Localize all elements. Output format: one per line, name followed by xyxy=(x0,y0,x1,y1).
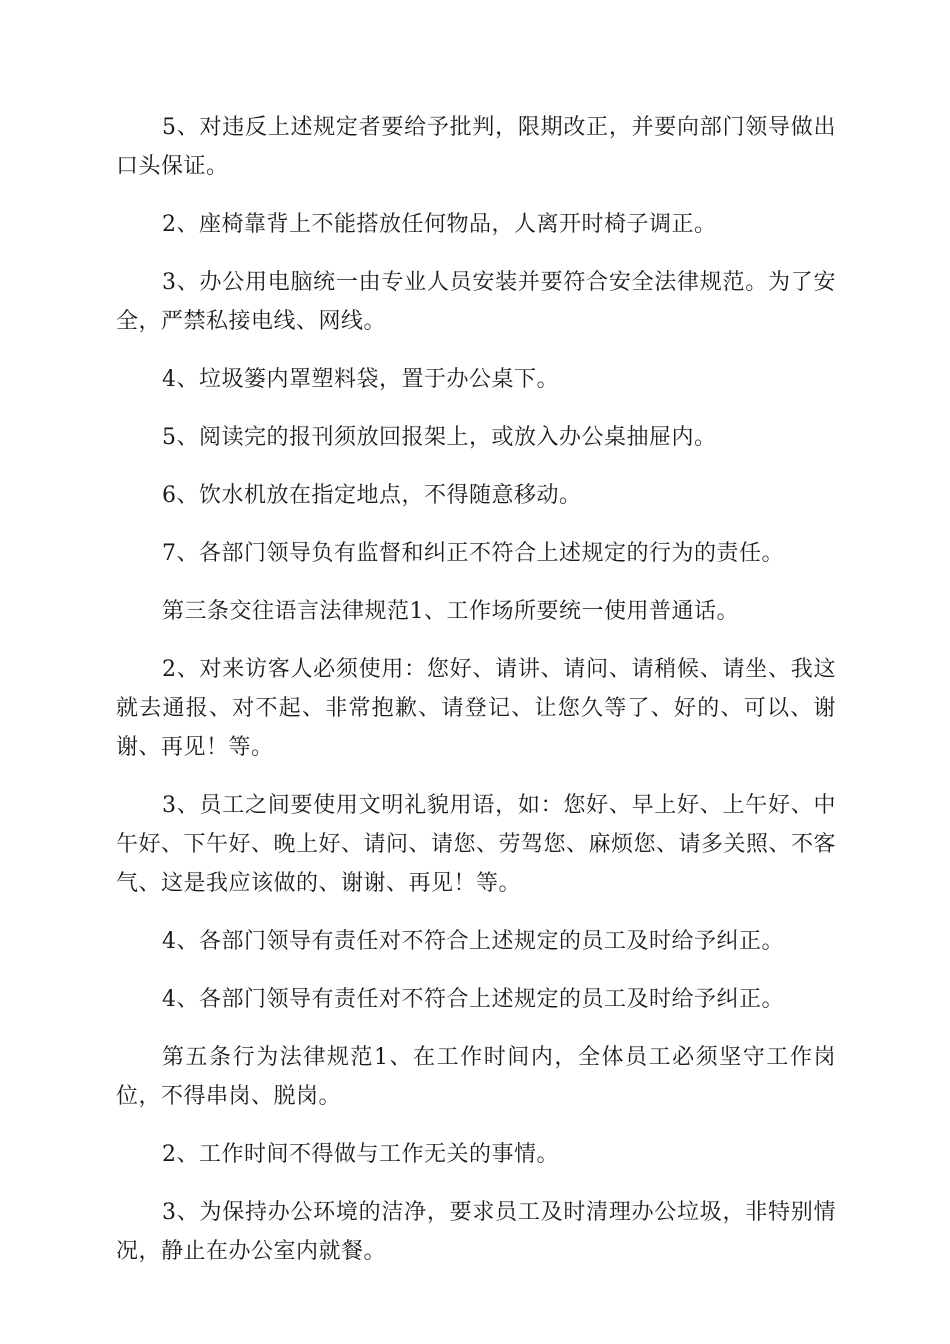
paragraph-8: 第三条交往语言法律规范1、工作场所要统一使用普通话。 xyxy=(162,599,739,624)
paragraph-4: 4、垃圾篓内罩塑料袋，置于办公桌下。 xyxy=(162,367,559,392)
paragraph-7: 7、各部门领导负有监督和纠正不符合上述规定的行为的责任。 xyxy=(162,541,784,566)
paragraph-2: 2、座椅靠背上不能搭放任何物品，人离开时椅子调正。 xyxy=(162,212,717,237)
paragraph-6: 6、饮水机放在指定地点，不得随意移动。 xyxy=(162,483,582,508)
paragraph-5: 5、阅读完的报刊须放回报架上，或放入办公桌抽屉内。 xyxy=(162,425,717,450)
document-body xyxy=(116,108,836,1290)
paragraph-13: 第五条行为法律规范1、在工作时间内，全体员工必须坚守工作岗位，不得串岗、脱岗。 xyxy=(116,1045,836,1109)
paragraph-3: 3、办公用电脑统一由专业人员安装并要符合安全法律规范。为了安全，严禁私接电线、网线。 xyxy=(116,270,836,334)
paragraph-1: 5、对违反上述规定者要给予批判，限期改正，并要向部门领导做出口头保证。 xyxy=(116,115,836,179)
paragraph-10: 3、员工之间要使用文明礼貌用语，如：您好、早上好、上午好、中午好、下午好、晚上好、请问、请您、劳驾您、麻烦您、请多关照、不客气、这是我应该做的、谢谢、再见！等。 xyxy=(116,793,837,896)
paragraph-9: 2、对来访客人必须使用：您好、请讲、请问、请稍候、请坐、我这就去通报、对不起、非常抱歉、请登记、让您久等了、好的、可以、谢谢、再见！等。 xyxy=(116,657,836,760)
paragraph-14: 2、工作时间不得做与工作无关的事情。 xyxy=(162,1142,559,1167)
paragraph-15: 3、为保持办公环境的洁净，要求员工及时清理办公垃圾，非特别情况，静止在办公室内就餐。 xyxy=(116,1200,836,1264)
paragraph-11: 4、各部门领导有责任对不符合上述规定的员工及时给予纠正。 xyxy=(162,929,784,954)
paragraph-12: 4、各部门领导有责任对不符合上述规定的员工及时给予纠正。 xyxy=(162,987,784,1012)
